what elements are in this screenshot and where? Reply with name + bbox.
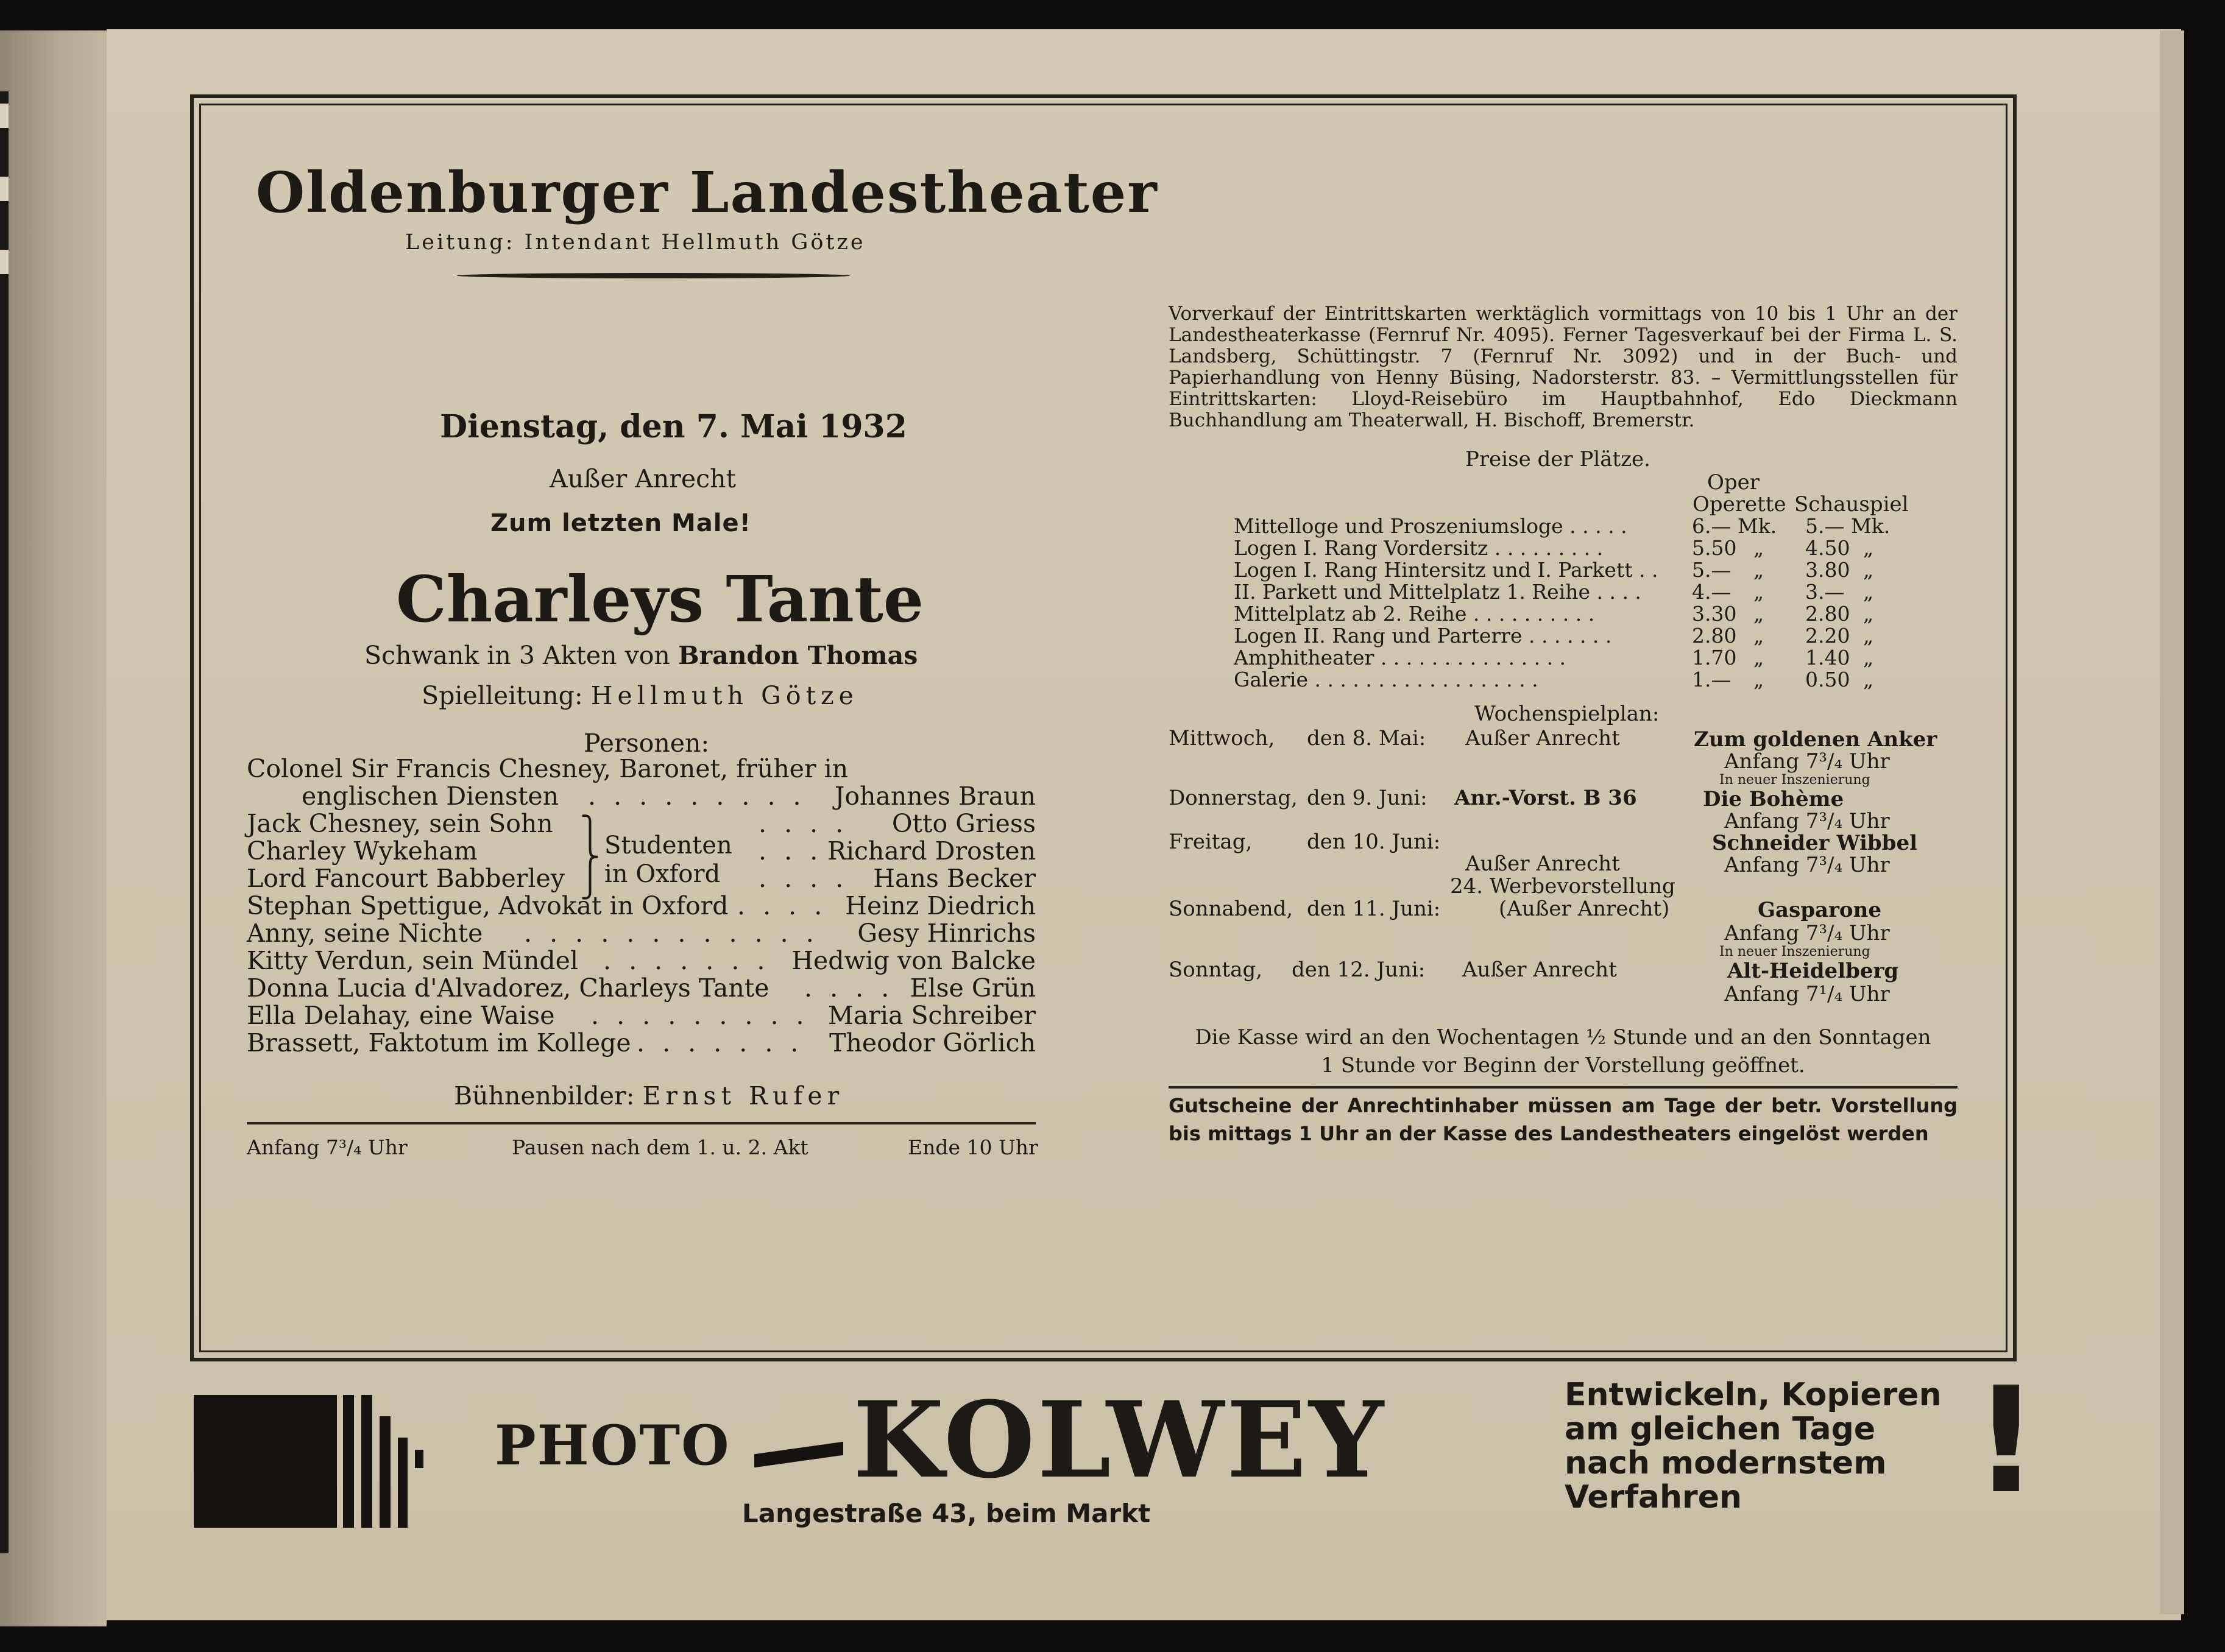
price-schauspiel: 4.50 (1805, 536, 1850, 560)
price-ditto: „ (1863, 558, 1874, 582)
cast-actor: Richard Drosten (827, 836, 1036, 866)
price-ditto: „ (1753, 558, 1764, 582)
price-ditto: „ (1753, 646, 1764, 669)
ad-slogan-line: nach modernstem (1565, 1445, 1887, 1481)
photo-kolwey-logo-block (194, 1395, 337, 1528)
schedule-play: Alt-Heidelberg (1727, 959, 1899, 983)
direction-label: Spielleitung: (422, 681, 583, 710)
genre-prefix: Schwank in 3 Akten von (364, 641, 670, 670)
cast-role: Lord Fancourt Babberley (247, 864, 565, 893)
schedule-date: den 8. Mai: (1307, 726, 1426, 750)
ad-exclamation: ! (1973, 1355, 2040, 1526)
price-schauspiel: 0.50 (1805, 668, 1850, 691)
cast-role: Jack Chesney, sein Sohn (247, 809, 553, 838)
schedule-start: Anfang 7³/₄ Uhr (1724, 809, 1890, 833)
price-oper: 1.— (1692, 668, 1732, 691)
left-page-edge (0, 30, 107, 1626)
price-schauspiel: 2.80 (1805, 602, 1850, 626)
ad-slogan-line: am gleichen Tage (1565, 1411, 1876, 1447)
stage-design-label: Bühnenbilder: (454, 1081, 635, 1110)
play-genre (364, 641, 918, 670)
col-operette: Operette (1693, 492, 1786, 517)
cast-role: Colonel Sir Francis Chesney, Baronet, früher in (247, 754, 849, 783)
ad-slogan-line: Entwickeln, Kopieren (1565, 1377, 1942, 1413)
cast-row: Jack Chesney, sein Sohn . . . . Otto Griess (247, 809, 1036, 838)
ad-slogan (1565, 1378, 1942, 1514)
student-brace-close: ⎭ (580, 869, 600, 900)
logo-bar (398, 1438, 408, 1528)
advance-sales-text: Vorverkauf der Eintrittskarten werktäglich vormittags von 10 bis 1 Uhr an der Landestheaterkasse (Fernruf Nr. 4095). Ferner Tagesverkauf bei der Firma L. S. Landsberg, Schüttingstr. 7 (Fernruf Nr. 3092) und in der Buch- und Papierhandlung von Henny Büsing, Nadorsterstr. 83. – Vermittlungsstellen für Eintrittskarten: Lloyd-Reisebüro im Hauptbahnhof, Edo Dieckmann Buchhandlung am Theaterwall, H. Bischoff, Bremerstr. (1169, 303, 1958, 431)
schedule-date: den 11. Juni: (1307, 897, 1441, 921)
student-label-2: in Oxford (604, 860, 721, 888)
price-ditto: „ (1753, 536, 1764, 560)
cast-row: Lord Fancourt Babberley . . . . Hans Becker (247, 864, 1036, 893)
ad-slogan-line: Verfahren (1565, 1479, 1742, 1516)
price-ditto: „ (1753, 668, 1764, 691)
price-ditto: „ (1753, 602, 1764, 626)
ad-brand-name: KOLWEY (853, 1378, 1387, 1502)
stage-designer: Ernst Rufer (642, 1081, 844, 1110)
weekly-schedule-heading: Wochenspielplan: (1474, 702, 1660, 726)
logo-bar (380, 1416, 391, 1528)
price-ditto: „ (1863, 536, 1874, 560)
schedule-day: Donnerstag, (1169, 786, 1298, 810)
end-time: Ende 10 Uhr (908, 1135, 1038, 1159)
cast-row: Ella Delahay, eine Waise . . . . . . . . . Maria Schreiber (247, 1001, 1036, 1030)
cast-role: Ella Delahay, eine Waise (247, 1001, 555, 1030)
ad-photo-word: PHOTO (495, 1413, 730, 1478)
student-brace-open: ⎫ (580, 815, 600, 846)
title-divider (457, 273, 850, 278)
cast-role: Brassett, Faktotum im Kollege (247, 1028, 631, 1057)
schedule-abo: Außer Anrecht (1465, 852, 1620, 876)
cast-heading: Personen: (584, 729, 710, 758)
price-ditto: „ (1863, 602, 1874, 626)
price-schauspiel: 3.— (1805, 580, 1845, 604)
price-label: Logen I. Rang Hintersitz und I. Parkett . . (1234, 558, 1658, 582)
direction (422, 681, 858, 710)
price-ditto: „ (1863, 624, 1874, 648)
performance-note: Zum letzten Male! (490, 509, 751, 537)
schedule-day: Sonntag, (1169, 958, 1263, 982)
price-ditto: „ (1863, 646, 1874, 669)
price-label: Mittelloge und Proszeniumsloge . . . . . (1234, 514, 1627, 538)
cast-row: Kitty Verdun, sein Mündel . . . . . . . Hedwig von Balcke (247, 946, 1036, 975)
prices-heading: Preise der Plätze. (1465, 447, 1650, 471)
schedule-day: Freitag, (1169, 830, 1253, 854)
price-oper: 5.50 (1692, 536, 1737, 560)
schedule-date: den 9. Juni: (1307, 786, 1427, 810)
price-label: Logen II. Rang und Parterre . . . . . . . (1234, 624, 1612, 648)
schedule-day: Mittwoch, (1169, 726, 1275, 750)
price-schauspiel: 5.— Mk. (1805, 514, 1891, 538)
schedule-play: Zum goldenen Anker (1694, 727, 1937, 752)
price-schauspiel: 3.80 (1805, 558, 1850, 582)
col-schauspiel: Schauspiel (1794, 492, 1909, 517)
cast-row: Charley Wykeham . . . Richard Drosten (247, 836, 1036, 866)
price-oper: 4.— (1692, 580, 1732, 604)
schedule-abo: Außer Anrecht (1462, 958, 1617, 982)
cast-row: Donna Lucia d'Alvadorez, Charleys Tante . . . . Else Grün (247, 973, 1036, 1003)
schedule-day: Sonnabend, (1169, 897, 1293, 921)
stub-mark (0, 104, 9, 128)
price-label: Galerie . . . . . . . . . . . . . . . . . . (1234, 668, 1538, 691)
cast-actor: Hedwig von Balcke (791, 946, 1036, 975)
cast-role: Donna Lucia d'Alvadorez, Charleys Tante (247, 973, 769, 1003)
cast-actor: Heinz Diedrich (845, 891, 1036, 920)
start-time: Anfang 7³/₄ Uhr (247, 1135, 408, 1159)
schedule-abo-extra: 24. Werbevorstellung (1450, 874, 1675, 898)
intervals: Pausen nach dem 1. u. 2. Akt (512, 1135, 808, 1159)
performance-abo: Außer Anrecht (550, 464, 737, 493)
box-office-line2: 1 Stunde vor Beginn der Vorstellung geöffnet. (1321, 1053, 1805, 1078)
schedule-abo: Anr.-Vorst. B 36 (1454, 786, 1637, 810)
cast-row (247, 755, 1036, 783)
price-ditto: „ (1753, 624, 1764, 648)
stage-design (454, 1081, 844, 1110)
price-ditto: „ (1863, 668, 1874, 691)
schedule-start: Anfang 7³/₄ Uhr (1724, 749, 1890, 774)
voucher-note: Gutscheine der Anrechtinhaber müssen am Tage der betr. Vorstellung bis mittags 1 Uhr an der Kasse des Landestheaters eingelöst werden (1169, 1094, 1958, 1145)
col-oper: Oper (1707, 470, 1760, 495)
price-oper: 5.— (1692, 558, 1732, 582)
schedule-abo: (Außer Anrecht) (1499, 897, 1670, 921)
schedule-play: Gasparone (1758, 898, 1881, 922)
box-office-line1: Die Kasse wird an den Wochentagen ½ Stunde und an den Sonntagen (1195, 1025, 1931, 1050)
cast-row: englischen Diensten . . . . . . . . . Johannes Braun (302, 782, 1036, 811)
cast-actor: Maria Schreiber (827, 1001, 1036, 1030)
schedule-play: Schneider Wibbel (1712, 831, 1917, 855)
play-author: Brandon Thomas (677, 641, 918, 670)
cast-actor: Gesy Hinrichs (857, 919, 1036, 948)
price-ditto: „ (1753, 580, 1764, 604)
price-label: Logen I. Rang Vordersitz . . . . . . . . . (1234, 536, 1604, 560)
price-ditto: „ (1863, 580, 1874, 604)
price-oper: 6.— Mk. (1692, 514, 1777, 538)
schedule-start: Anfang 7¹/₄ Uhr (1724, 982, 1890, 1006)
schedule-start: Anfang 7³/₄ Uhr (1724, 853, 1890, 877)
right-page-edge (2160, 30, 2184, 1614)
play-title: Charleys Tante (396, 562, 924, 637)
right-footer-rule (1169, 1086, 1958, 1089)
price-label: Amphitheater . . . . . . . . . . . . . . . (1234, 646, 1566, 669)
left-footer-rule (247, 1122, 1036, 1124)
schedule-abo: Außer Anrecht (1465, 726, 1620, 750)
director-name: Hellmuth Götze (590, 681, 858, 710)
cast-actor: Else Grün (910, 973, 1036, 1003)
cast-role: Kitty Verdun, sein Mündel (247, 946, 578, 975)
schedule-pre: In neuer Inszenierung (1719, 772, 1870, 788)
box-office-hours (1169, 1023, 1958, 1079)
price-label: Mittelplatz ab 2. Reihe . . . . . . . . . . (1234, 602, 1595, 626)
price-oper: 2.80 (1692, 624, 1737, 648)
cast-role: englischen Diensten (302, 782, 559, 811)
cast-row: Anny, seine Nichte . . . . . . . . . . . . Gesy Hinrichs (247, 919, 1036, 948)
theater-name: Oldenburger Landestheater (256, 160, 1158, 225)
price-label: II. Parkett und Mittelplatz 1. Reihe . . . . (1234, 580, 1641, 604)
cast-actor: Otto Griess (891, 809, 1036, 838)
logo-bar (361, 1395, 372, 1528)
cast-role: Charley Wykeham (247, 836, 478, 866)
cast-actor: Johannes Braun (834, 782, 1036, 811)
left-page-stub (0, 91, 9, 1553)
performance-date: Dienstag, den 7. Mai 1932 (440, 408, 907, 445)
student-brace-mid: ⎬ (580, 842, 600, 873)
price-oper: 1.70 (1692, 646, 1737, 669)
stub-mark (0, 250, 9, 274)
student-label-1: Studenten (604, 831, 732, 860)
logo-bar (415, 1450, 423, 1468)
cast-actor: Hans Becker (873, 864, 1036, 893)
cast-actor: Theodor Görlich (829, 1028, 1036, 1057)
schedule-start: Anfang 7³/₄ Uhr (1724, 921, 1890, 945)
cast-row: Stephan Spettigue, Advokat in Oxford . . . . Heinz Diedrich (247, 891, 1036, 920)
cast-role: Stephan Spettigue, Advokat in Oxford (247, 891, 729, 920)
price-schauspiel: 2.20 (1805, 624, 1850, 648)
ad-address: Langestraße 43, beim Markt (742, 1498, 1151, 1528)
schedule-play: Die Bohème (1703, 787, 1844, 811)
stub-mark (0, 177, 9, 201)
theater-leitung: Leitung: Intendant Hellmuth Götze (405, 230, 866, 255)
cast-role: Anny, seine Nichte (247, 919, 483, 948)
schedule-pre: In neuer Inszenierung (1719, 944, 1870, 959)
price-oper: 3.30 (1692, 602, 1737, 626)
price-schauspiel: 1.40 (1805, 646, 1850, 669)
schedule-date: den 12. Juni: (1292, 958, 1426, 982)
schedule-date: den 10. Juni: (1307, 830, 1441, 854)
cast-row: Brassett, Faktotum im Kollege . . . . . . . Theodor Görlich (247, 1028, 1036, 1057)
logo-bar (343, 1395, 354, 1528)
